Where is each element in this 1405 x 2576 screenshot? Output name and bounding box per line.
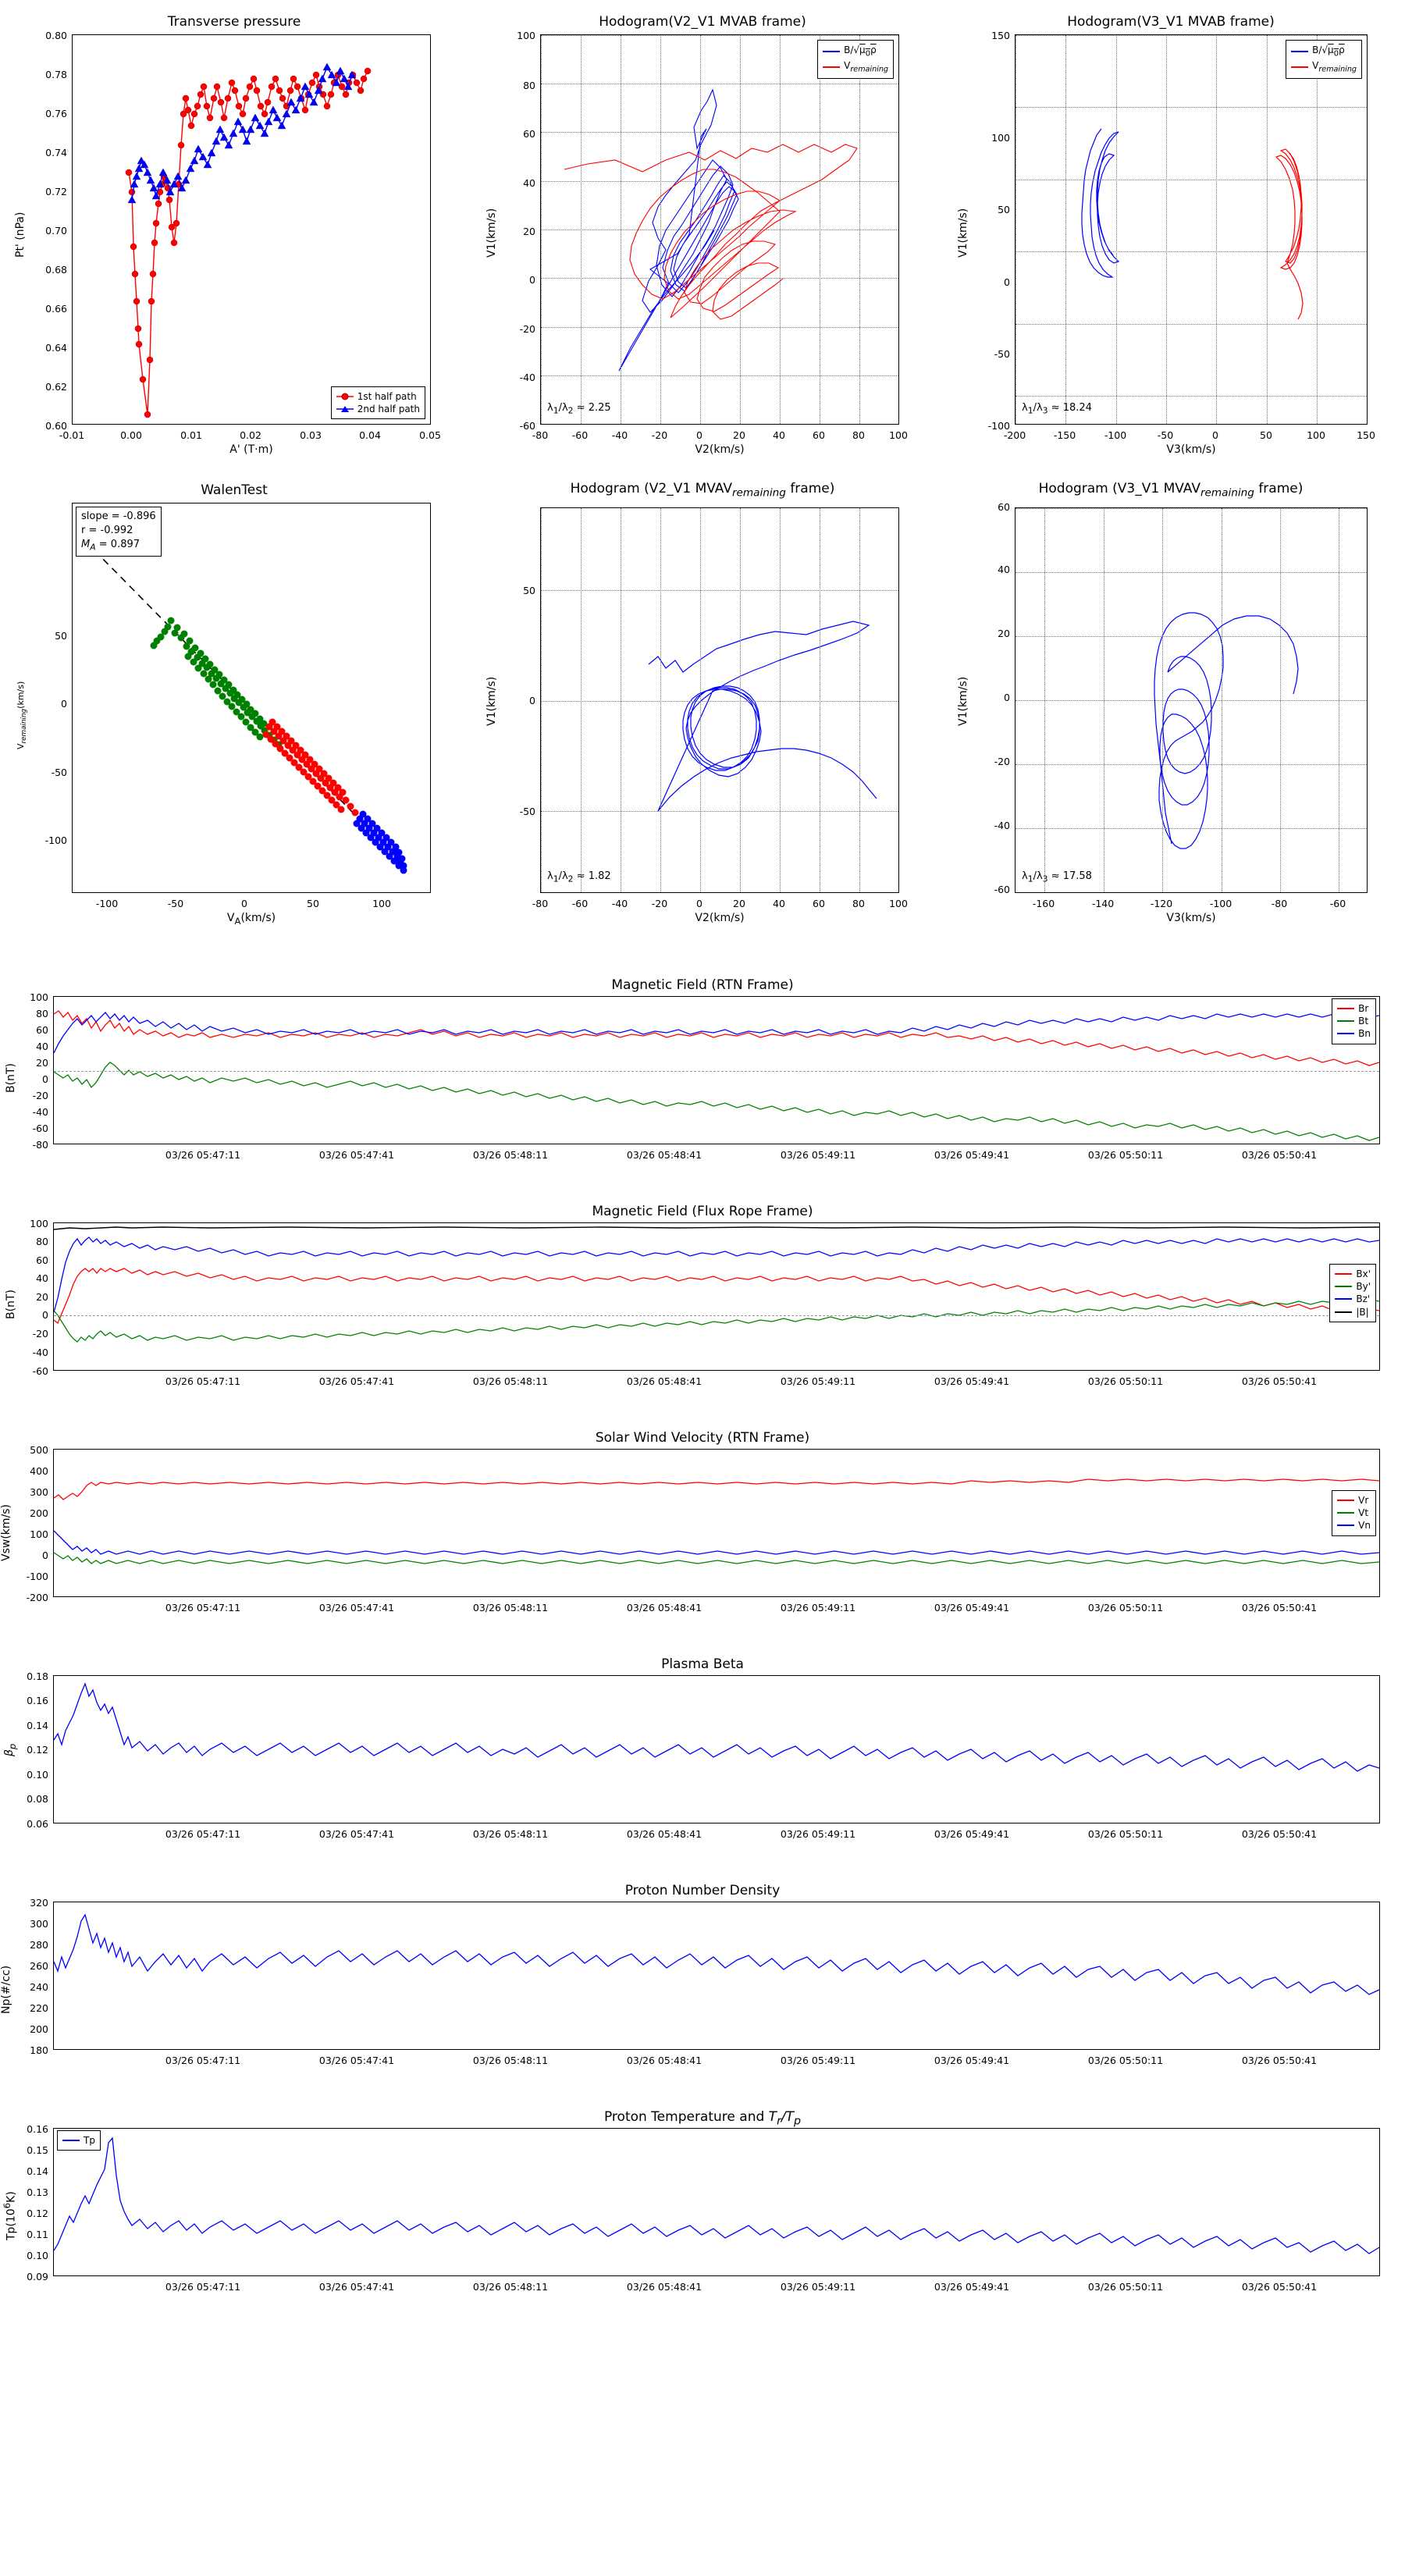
legend-label-v-remaining: $V_{remaining}$ [1312,59,1357,74]
xtick: -40 [611,429,628,441]
ytick: 0 [42,1309,48,1321]
y-axis-label: $Tp(10^6K)$ [2,2191,18,2240]
legend-label-bx: Bx' [1356,1268,1371,1279]
panel-title: WalenTest [201,482,268,498]
xtick: -100 [95,898,119,909]
xtick: 03/26 05:47:11 [165,1375,241,1387]
ytick: 150 [991,30,1010,41]
xtick: -40 [611,898,628,909]
ytick: -40 [32,1347,48,1358]
ytick: 60 [36,1254,48,1266]
ytick: 0 [42,1550,48,1561]
xtick: -0.01 [59,429,85,441]
plot-area-magnetic-field-flux-rope [53,1222,1380,1371]
xtick: 03/26 05:48:11 [472,1375,549,1387]
x-axis-label: A' (T·m) [229,443,273,456]
xtick: -120 [1150,898,1173,909]
ytick: 0.60 [45,420,67,432]
ytick: -100 [44,834,67,846]
plot-area-hodogram-v2v1-mvab [540,34,899,425]
xtick: 03/26 05:48:41 [626,2281,702,2293]
walen-slope: slope = -0.896 [81,511,156,522]
ytick: 0.14 [27,2165,48,2177]
x-axis-label: $V_A(km/s)$ [226,912,276,927]
ytick: 80 [523,80,535,91]
xtick: 0 [241,898,247,909]
panel-magnetic-field-rtn [0,976,1405,1187]
xtick: 03/26 05:49:41 [934,1149,1010,1161]
ytick: -20 [32,1328,48,1340]
xtick: 03/26 05:48:11 [472,1602,549,1614]
xtick: -160 [1032,898,1055,909]
series-canvas [54,997,1379,1144]
plot-area-hodogram-v2v1-mvav [540,507,899,893]
xtick: 03/26 05:49:11 [780,2055,856,2066]
panel-title: Hodogram (V3_V1 $MVAV_{remaining}$ frame) [1038,481,1304,500]
legend-marker-triangle-blue [336,405,354,413]
ytick: 0.76 [45,108,67,119]
ytick: 0.68 [45,264,67,276]
xtick: 03/26 05:50:11 [1087,1828,1164,1840]
plot-area-transverse-pressure [72,34,431,425]
ytick: -60 [32,1365,48,1377]
walen-r: r = -0.992 [81,525,133,537]
ytick: 0.15 [27,2144,48,2156]
ytick: 0 [1004,692,1010,703]
ytick: 40 [36,1272,48,1284]
legend-label-bn: Bn [1358,1028,1371,1040]
xtick: 03/26 05:49:11 [780,1828,856,1840]
xtick: 03/26 05:48:11 [472,1828,549,1840]
panel-proton-number-density [0,1881,1405,2092]
ytick: 20 [36,1291,48,1303]
legend-label-1st-half: 1st half path [357,390,417,402]
xtick: 50 [307,898,319,909]
plot-area-plasma-beta [53,1675,1380,1823]
xtick: 03/26 05:48:41 [626,1375,702,1387]
xtick: 03/26 05:49:11 [780,1149,856,1161]
eigenvalue-annotation: $\lambda_1/\lambda_2 \approx 1.82$ [547,870,611,884]
xtick: -50 [1157,429,1174,441]
xtick: 0.03 [300,429,322,441]
ytick: 20 [36,1057,48,1069]
xtick: 0 [696,429,702,441]
xtick: 100 [889,898,908,909]
legend-magnetic-field-rtn [1332,998,1376,1044]
xtick: 03/26 05:47:41 [318,2281,395,2293]
xtick: 03/26 05:47:41 [318,1828,395,1840]
ytick: -20 [994,756,1010,767]
ytick: 50 [523,585,535,596]
eigenvalue-annotation: $\lambda_1/\lambda_3 \approx 17.58$ [1022,870,1092,884]
ytick: -80 [32,1139,48,1151]
y-axis-label: Pt' (nPa) [14,212,27,258]
ytick: 100 [30,1528,48,1540]
ytick: 0 [61,698,67,710]
ytick: -60 [519,420,535,432]
ytick: 0.06 [27,1818,48,1830]
y-axis-label: B(nT) [5,1063,17,1093]
legend-label-br: Br [1358,1003,1369,1014]
ytick: 100 [517,30,535,41]
xtick: 40 [773,898,785,909]
xtick: -100 [1104,429,1127,441]
xtick: 03/26 05:49:11 [780,1375,856,1387]
xtick: 03/26 05:50:41 [1241,1828,1318,1840]
ytick: 100 [991,132,1010,144]
xtick: 03/26 05:49:41 [934,2281,1010,2293]
ytick: 50 [998,204,1010,215]
ytick: -40 [32,1106,48,1118]
xtick: 03/26 05:50:11 [1087,1149,1164,1161]
ytick: 0.12 [27,1744,48,1756]
xtick: 20 [733,898,745,909]
ytick: 0 [529,695,535,706]
ytick: 40 [998,564,1010,575]
ytick: -60 [32,1123,48,1134]
legend-proton-temperature [57,2130,101,2151]
panel-title: Solar Wind Velocity (RTN Frame) [595,1430,810,1446]
xtick: 03/26 05:48:41 [626,1149,702,1161]
xtick: 80 [852,429,865,441]
xtick: 03/26 05:50:41 [1241,2055,1318,2066]
xtick: -80 [532,898,549,909]
xtick: 03/26 05:47:11 [165,1602,241,1614]
ytick: 0.16 [27,1695,48,1706]
ytick: 220 [30,2002,48,2014]
legend-label-v-remaining: $V_{remaining}$ [844,59,888,74]
ytick: 0.80 [45,30,67,41]
ytick: -60 [994,884,1010,895]
xtick: 03/26 05:50:11 [1087,1602,1164,1614]
y-axis-label: V1(km/s) [486,676,498,726]
xtick: -60 [1329,898,1346,909]
y-axis-label: V1(km/s) [957,208,969,258]
xtick: -100 [1209,898,1232,909]
xtick: 03/26 05:47:11 [165,2281,241,2293]
ytick: 200 [30,2023,48,2035]
ytick: 0.62 [45,381,67,393]
ytick: 300 [30,1486,48,1498]
plot-area-solar-wind-velocity [53,1449,1380,1597]
plot-area-proton-temperature [53,2128,1380,2276]
xtick: 20 [733,429,745,441]
legend-label-b-alfven: $B/√\mu_0\rho$ [1312,44,1345,59]
eigenvalue-annotation: $\lambda_1/\lambda_2 \approx 2.25$ [547,402,611,416]
ytick: -40 [519,372,535,383]
ytick: 260 [30,1960,48,1972]
plot-area-hodogram-v3v1-mvav [1015,507,1368,893]
ytick: 280 [30,1939,48,1951]
xtick: -60 [571,898,589,909]
xtick: -80 [1271,898,1288,909]
xtick: 03/26 05:48:41 [626,2055,702,2066]
x-axis-label: V3(km/s) [1166,443,1216,456]
legend-solar-wind-velocity [1332,1490,1376,1536]
y-axis-label: $V_{remaining}(km/s)$ [16,681,29,749]
ytick: 0.14 [27,1720,48,1731]
xtick: 100 [372,898,391,909]
ytick: 0.16 [27,2123,48,2135]
panel-title: Proton Temperature and $T_r/T_p$ [603,2109,802,2128]
ytick: 400 [30,1465,48,1477]
legend-label-bmag: |B| [1356,1306,1369,1318]
xtick: 50 [1260,429,1272,441]
xtick: 40 [773,429,785,441]
panel-hodogram-v2v1-mvav [468,468,937,924]
series-canvas [54,1450,1379,1596]
xtick: 03/26 05:48:41 [626,1828,702,1840]
eigenvalue-annotation: $\lambda_1/\lambda_3 \approx 18.24$ [1022,402,1092,416]
ytick: -50 [994,348,1010,360]
panel-hodogram-v3v1-mvav [937,468,1405,924]
ytick: 100 [30,991,48,1003]
xtick: 03/26 05:47:41 [318,2055,395,2066]
series-canvas [54,1223,1379,1370]
xtick: 0.02 [240,429,261,441]
xtick: 80 [852,898,865,909]
ytick: 0.11 [27,2229,48,2240]
ytick: 320 [30,1897,48,1909]
plot-area-magnetic-field-rtn [53,996,1380,1144]
ytick: 0.72 [45,186,67,197]
y-axis-label: Vsw(km/s) [0,1503,12,1561]
ytick: 0 [529,274,535,286]
panel-solar-wind-velocity [0,1429,1405,1639]
ytick: 0.09 [27,2271,48,2282]
legend-label-2nd-half: 2nd half path [357,403,420,415]
ytick: 60 [523,128,535,140]
panel-plasma-beta [0,1655,1405,1866]
xtick: -150 [1053,429,1076,441]
panel-title: Hodogram (V2_V1 $MVAV_{remaining}$ frame) [570,481,835,500]
legend-transverse-pressure [331,386,425,419]
ytick: 0 [42,1073,48,1085]
ytick: 180 [30,2044,48,2056]
series-canvas [54,2129,1379,2275]
legend-label-vt: Vt [1358,1507,1369,1519]
ytick: 20 [998,628,1010,639]
legend-hodogram-v2v1-mvab [817,40,894,79]
xtick: -80 [532,429,549,441]
ytick: 0.70 [45,225,67,237]
ytick: 20 [523,226,535,237]
y-axis-label: V1(km/s) [957,676,969,726]
legend-marker-circle-red [336,393,354,400]
xtick: 03/26 05:47:11 [165,1149,241,1161]
series-canvas [541,508,898,892]
xtick: 03/26 05:49:11 [780,1602,856,1614]
legend-label-b-alfven: $B/√\mu_0\rho$ [844,44,877,59]
walen-stats-box [76,507,162,557]
xtick: 03/26 05:50:11 [1087,2281,1164,2293]
panel-magnetic-field-flux-rope [0,1202,1405,1413]
panel-title: Transverse pressure [167,14,301,30]
walen-ma: $M_A = 0.897$ [81,539,140,553]
ytick: 0.10 [27,1769,48,1781]
xtick: 03/26 05:47:41 [318,1149,395,1161]
xtick: 60 [813,898,825,909]
xtick: 03/26 05:48:11 [472,2281,549,2293]
y-axis-label: V1(km/s) [486,208,498,258]
x-axis-label: V2(km/s) [695,443,745,456]
ytick: -100 [26,1571,48,1582]
xtick: 0.01 [180,429,202,441]
ytick: 200 [30,1507,48,1519]
ytick: -20 [32,1090,48,1101]
legend-hodogram-v3v1-mvab [1286,40,1362,79]
xtick: 03/26 05:47:11 [165,1828,241,1840]
legend-label-bz: Bz' [1356,1293,1371,1305]
panel-title: Proton Number Density [624,1883,781,1898]
xtick: 03/26 05:50:11 [1087,2055,1164,2066]
ytick: 80 [36,1008,48,1019]
ytick: -40 [994,820,1010,831]
xtick: 03/26 05:47:41 [318,1375,395,1387]
xtick: -50 [167,898,184,909]
ytick: -50 [519,806,535,817]
plot-area-proton-number-density [53,1902,1380,2050]
xtick: 03/26 05:47:11 [165,2055,241,2066]
ytick: 0.10 [27,2250,48,2261]
xtick: 03/26 05:49:41 [934,2055,1010,2066]
series-canvas [1016,35,1367,424]
ytick: 100 [30,1218,48,1229]
ytick: 0.18 [27,1670,48,1682]
ytick: -200 [26,1592,48,1603]
y-axis-label: Np(#/cc) [0,1965,12,2014]
y-axis-label: $\beta_p$ [3,1743,18,1756]
series-canvas [73,35,430,424]
ytick: 40 [36,1041,48,1052]
xtick: 03/26 05:48:11 [472,1149,549,1161]
ytick: 40 [523,177,535,189]
ytick: 300 [30,1918,48,1930]
xtick: 03/26 05:50:41 [1241,1375,1318,1387]
legend-label-bt: Bt [1358,1016,1369,1027]
series-canvas [54,1902,1379,2049]
ytick: 0.74 [45,147,67,158]
xtick: 03/26 05:49:41 [934,1828,1010,1840]
ytick: 50 [55,630,67,642]
ytick: 60 [36,1024,48,1036]
ytick: 0.64 [45,342,67,354]
legend-label-vr: Vr [1358,1495,1369,1506]
ytick: 240 [30,1981,48,1993]
ytick: 80 [36,1236,48,1247]
ytick: -50 [51,767,67,778]
ytick: 0.12 [27,2208,48,2219]
ytick: 0 [1004,276,1010,288]
xtick: -60 [571,429,589,441]
ytick: 0.13 [27,2186,48,2198]
plot-area-hodogram-v3v1-mvab [1015,34,1368,425]
x-axis-label: V2(km/s) [695,912,745,924]
legend-label-by: By' [1356,1281,1371,1293]
xtick: 0.04 [359,429,381,441]
xtick: -20 [651,898,668,909]
ytick: 500 [30,1444,48,1456]
ytick: 0.66 [45,303,67,315]
legend-magnetic-field-flux-rope [1329,1264,1376,1322]
panel-hodogram-v3v1-mvab [937,0,1405,456]
panel-title: Magnetic Field (Flux Rope Frame) [592,1204,813,1219]
series-canvas [54,1676,1379,1823]
xtick: 0.05 [419,429,441,441]
xtick: 03/26 05:49:41 [934,1602,1010,1614]
xtick: 03/26 05:50:41 [1241,1149,1318,1161]
y-axis-label: B(nT) [5,1290,17,1319]
xtick: -20 [651,429,668,441]
xtick: 150 [1357,429,1375,441]
xtick: 03/26 05:49:11 [780,2281,856,2293]
panel-proton-temperature [0,2108,1405,2318]
xtick: 100 [889,429,908,441]
ytick: -20 [519,323,535,335]
ytick: 60 [998,501,1010,513]
panel-transverse-pressure [0,0,468,456]
xtick: 03/26 05:49:41 [934,1375,1010,1387]
panel-title: Hodogram(V3_V1 MVAB frame) [1067,14,1275,30]
xtick: 03/26 05:48:41 [626,1602,702,1614]
legend-label-tp: Tp [84,2135,95,2146]
xtick: -200 [1003,429,1026,441]
xtick: 0 [1212,429,1218,441]
panel-title: Magnetic Field (RTN Frame) [611,977,794,993]
xtick: 03/26 05:48:11 [472,2055,549,2066]
xtick: 03/26 05:47:41 [318,1602,395,1614]
xtick: 0.00 [120,429,142,441]
panel-title: Plasma Beta [661,1656,744,1672]
panel-hodogram-v2v1-mvab [468,0,937,456]
xtick: 03/26 05:50:41 [1241,2281,1318,2293]
panel-title: Hodogram(V2_V1 MVAB frame) [599,14,806,30]
series-canvas [73,503,430,892]
legend-label-vn: Vn [1358,1520,1371,1532]
xtick: 03/26 05:50:41 [1241,1602,1318,1614]
panel-walen-test [0,468,468,927]
ytick: 0.08 [27,1793,48,1805]
x-axis-label: V3(km/s) [1166,912,1216,924]
xtick: 100 [1307,429,1325,441]
ytick: -100 [987,420,1010,432]
xtick: 0 [696,898,702,909]
xtick: 03/26 05:50:11 [1087,1375,1164,1387]
ytick: 0.78 [45,69,67,80]
xtick: -140 [1091,898,1115,909]
xtick: 60 [813,429,825,441]
plot-area-walen-test [72,503,431,893]
